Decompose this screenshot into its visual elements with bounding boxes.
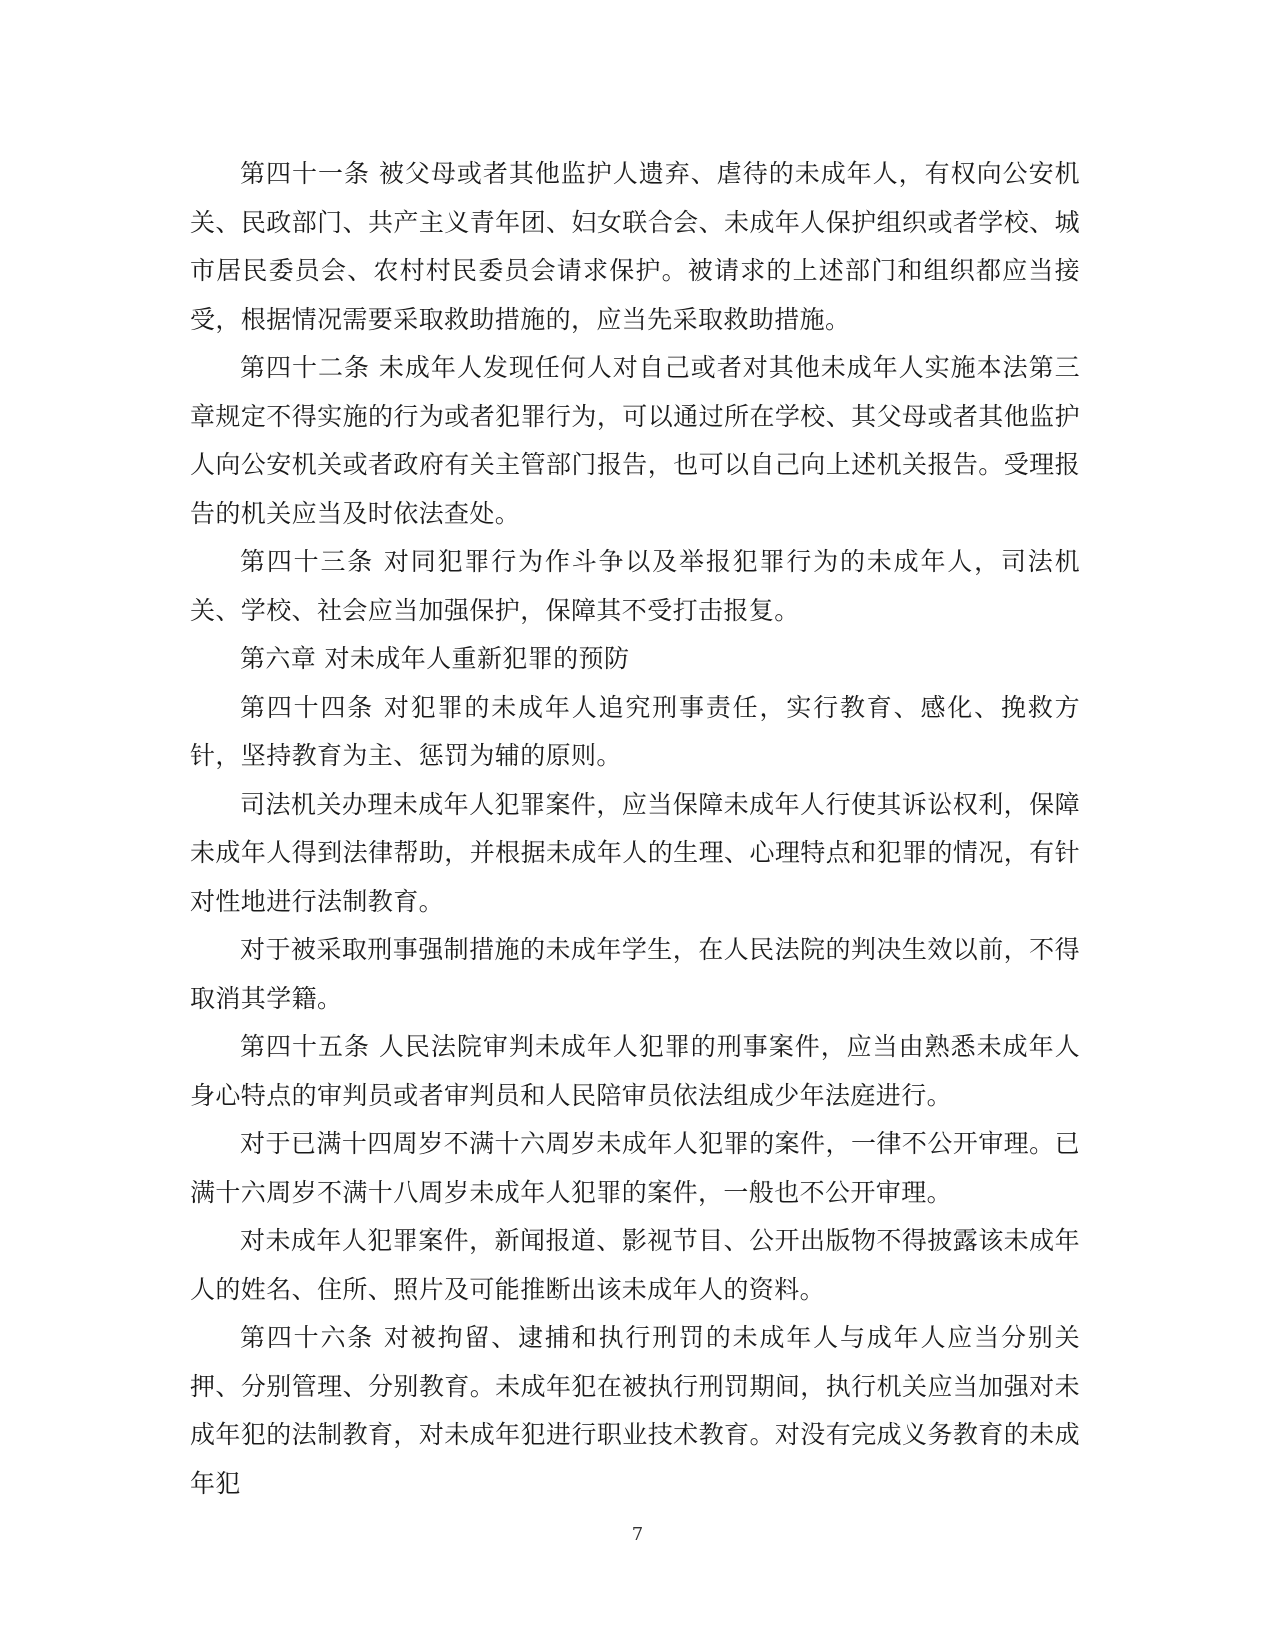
- paragraph-article-44-clause-2: 司法机关办理未成年人犯罪案件，应当保障未成年人行使其诉讼权利，保障未成年人得到法律帮助，并根据未成年人的生理、心理特点和犯罪的情况，有针对性地进行法制教育。: [190, 789, 1080, 916]
- paragraph-article-42: 第四十二条 未成年人发现任何人对自己或者对其他未成年人实施本法第三章规定不得实施的行为或者犯罪行为，可以通过所在学校、其父母或者其他监护人向公安机关或者政府有关主管部门报告，也可以自己向上述机关报告。受理报告的机关应当及时依法查处。: [190, 353, 1080, 528]
- paragraph-article-41: 第四十一条 被父母或者其他监护人遗弃、虐待的未成年人，有权向公安机关、民政部门、共产主义青年团、妇女联合会、未成年人保护组织或者学校、城市居民委员会、农村村民委员会请求保护。被请求的上述部门和组织都应当接受，根据情况需要采取救助措施的，应当先采取救助措施。: [190, 159, 1080, 334]
- paragraph-article-45-clause-3: 对未成年人犯罪案件，新闻报道、影视节目、公开出版物不得披露该未成年人的姓名、住所、照片及可能推断出该未成年人的资料。: [190, 1226, 1080, 1304]
- chapter-heading: 第六章 对未成年人重新犯罪的预防: [240, 644, 630, 673]
- paragraph-article-43: 第四十三条 对同犯罪行为作斗争以及举报犯罪行为的未成年人，司法机关、学校、社会应当加强保护，保障其不受打击报复。: [190, 547, 1080, 625]
- paragraph-article-44-clause-3: 对于被采取刑事强制措施的未成年学生，在人民法院的判决生效以前，不得取消其学籍。: [190, 935, 1080, 1013]
- page-number: 7: [631, 1524, 644, 1545]
- paragraph-article-44: 第四十四条 对犯罪的未成年人追究刑事责任，实行教育、感化、挽救方针，坚持教育为主、惩罚为辅的原则。: [190, 692, 1080, 770]
- paragraph-article-46: 第四十六条 对被拘留、逮捕和执行刑罚的未成年人与成年人应当分别关押、分别管理、分别教育。未成年犯在被执行刑罚期间，执行机关应当加强对未成年犯的法制教育，对未成年犯进行职业技术教育。对没有完成义务教育的未成年犯: [190, 1323, 1080, 1498]
- document-body: [190, 150, 1080, 1508]
- paragraph-article-45-clause-2: 对于已满十四周岁不满十六周岁未成年人犯罪的案件，一律不公开审理。已满十六周岁不满十八周岁未成年人犯罪的案件，一般也不公开审理。: [190, 1129, 1080, 1207]
- paragraph-article-45: 第四十五条 人民法院审判未成年人犯罪的刑事案件，应当由熟悉未成年人身心特点的审判员或者审判员和人民陪审员依法组成少年法庭进行。: [190, 1032, 1080, 1110]
